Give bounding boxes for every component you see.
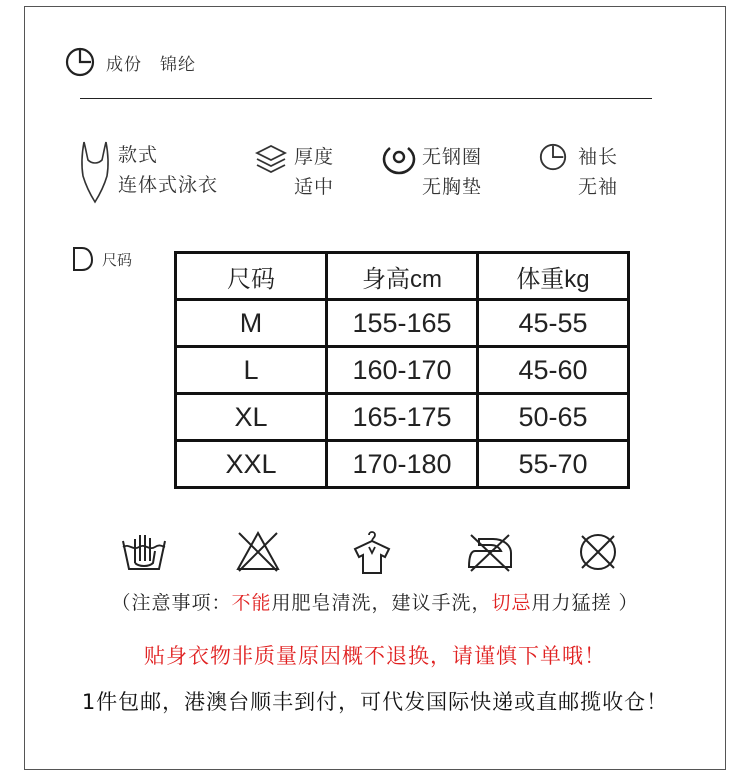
attribute-sleeve-label: 袖长: [578, 146, 619, 168]
care-note-highlight-no: 不能: [231, 592, 272, 614]
cell-size: L: [176, 347, 327, 394]
attribute-style-value: 连体式泳衣: [118, 174, 219, 196]
pie-clock-icon: [64, 46, 96, 78]
care-note-prefix: （注意事项：: [111, 592, 232, 614]
cell-weight: 55-70: [478, 441, 629, 488]
table-header-row: [176, 253, 629, 300]
cell-weight: 50-65: [478, 394, 629, 441]
composition-label: 成份: [106, 54, 142, 75]
cell-weight: 45-55: [478, 300, 629, 347]
attribute-wire-value: 无胸垫: [422, 176, 483, 198]
attribute-thickness-label: 厚度: [294, 146, 335, 168]
care-icons-row: [0, 527, 750, 579]
table-row: [176, 347, 629, 394]
table-row: [176, 441, 629, 488]
cell-size: XL: [176, 394, 327, 441]
shipping-info: 1件包邮，港澳台顺丰到付，可代发国际快递或直邮揽收仓！: [81, 690, 669, 714]
ring-icon: [382, 142, 416, 176]
cell-height: 165-175: [327, 394, 478, 441]
no-dry-clean-icon: [573, 527, 623, 577]
composition-row: [64, 46, 196, 78]
header-size: 尺码: [176, 253, 327, 300]
care-note-middle: 用肥皂清洗，建议手洗，: [271, 592, 492, 614]
cell-size: M: [176, 300, 327, 347]
attribute-style: [78, 138, 218, 206]
return-warning: 贴身衣物非质量原因概不退换，请谨慎下单哦！: [144, 644, 606, 668]
swimsuit-icon: [78, 138, 112, 206]
care-note: [0, 588, 750, 615]
divider: [80, 98, 652, 99]
no-iron-icon: [465, 527, 515, 577]
header-height: 身高cm: [327, 253, 478, 300]
hang-dry-icon: [347, 527, 397, 577]
table-row: [176, 394, 629, 441]
attribute-wire-label: 无钢圈: [422, 146, 483, 168]
cell-height: 170-180: [327, 441, 478, 488]
attribute-wire: [382, 142, 482, 202]
layers-icon: [254, 142, 288, 176]
shape-icon: [70, 245, 94, 273]
no-bleach-icon: [233, 527, 283, 577]
care-note-highlight-avoid: 切忌: [491, 592, 532, 614]
cell-height: 160-170: [327, 347, 478, 394]
composition-value: 锦纶: [160, 54, 196, 75]
cell-weight: 45-60: [478, 347, 629, 394]
header-weight: 体重kg: [478, 253, 629, 300]
attribute-thickness-value: 适中: [294, 176, 335, 198]
size-table: [174, 251, 630, 489]
cell-height: 155-165: [327, 300, 478, 347]
attribute-sleeve: [538, 142, 618, 202]
size-section-text: 尺码: [102, 250, 133, 269]
hand-wash-icon: [119, 527, 169, 577]
care-note-suffix: 用力猛搓 ）: [531, 592, 639, 614]
attribute-style-label: 款式: [118, 144, 159, 166]
cell-size: XXL: [176, 441, 327, 488]
attribute-thickness: [254, 142, 334, 202]
table-row: [176, 300, 629, 347]
size-section-label: [70, 245, 132, 273]
pie-clock-icon: [538, 142, 568, 172]
attribute-sleeve-value: 无袖: [578, 176, 619, 198]
